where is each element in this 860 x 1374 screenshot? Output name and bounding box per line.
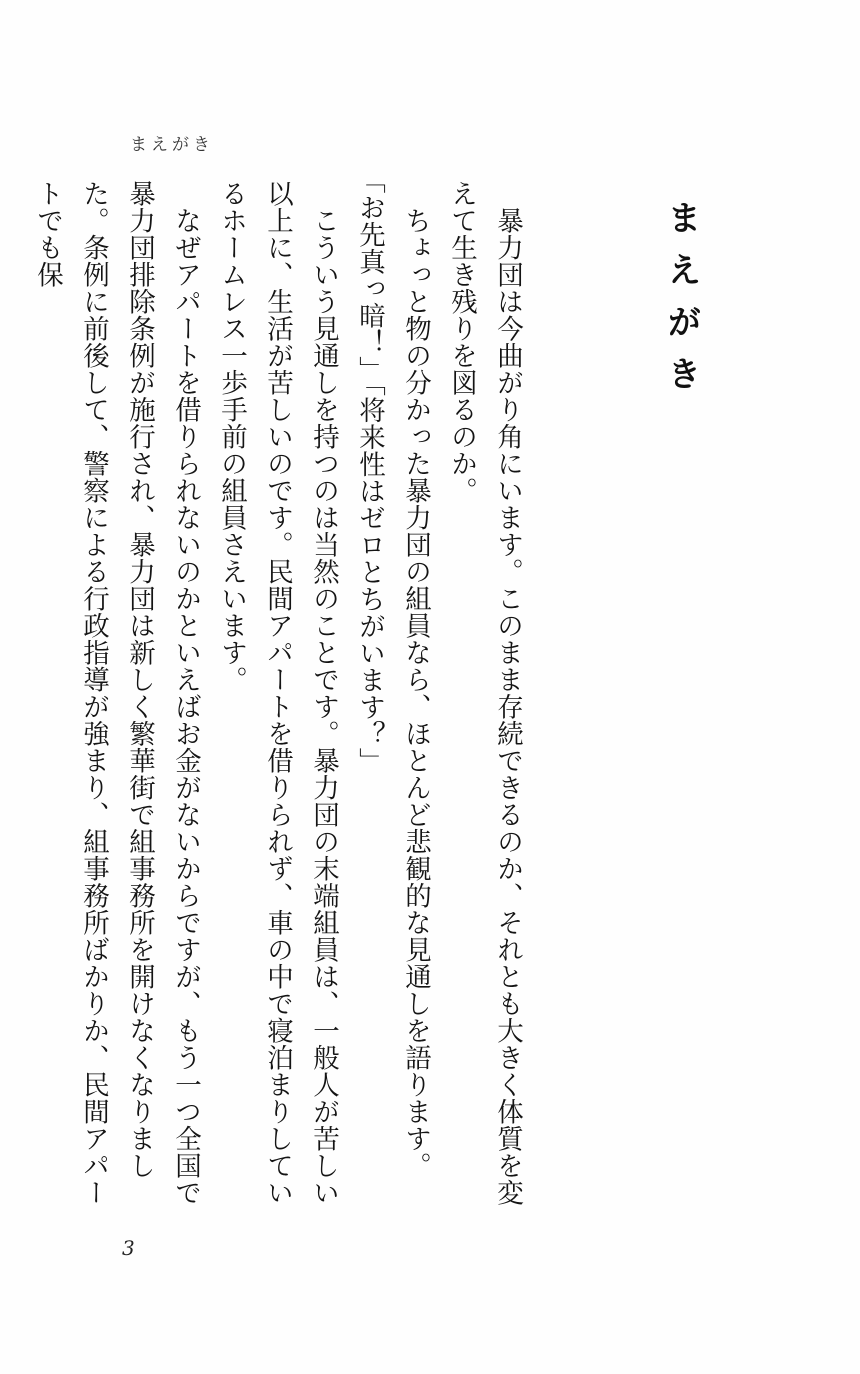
chapter-title: まえがき (661, 200, 701, 408)
paragraph: なぜアパートを借りられないのかといえばお金がないからですが、もう一つ全国で暴力団排除条例が施行され、暴力団は新しく繁華街で組事務所を開けなくなりました。条例に前後して、警察による行政指導が強まり、組事務所ばかりか、民間アパートでも保 (32, 180, 201, 1206)
paragraph-quote: 「お先真っ暗！」「将来性はゼロとちがいます？」 (354, 166, 385, 775)
running-head: まえがき (130, 135, 214, 155)
body-text (24, 166, 530, 1220)
paragraph: 暴力団は今曲がり角にいます。このまま存続できるのか、それとも大きく体質を変えて生き残りを図るのか。 (446, 180, 523, 1206)
page-number: 3 (122, 1236, 135, 1260)
paragraph: こういう見通しを持つのは当然のことです。暴力団の末端組員は、一般人が苦しい以上に、生活が苦しいのです。民間アパートを借りられず、車の中で寝泊まりしているホームレス一歩手前の組員さえいます。 (216, 180, 339, 1206)
paragraph: ちょっと物の分かった暴力団の組員なら、ほとんど悲観的な見通しを語ります。 (400, 206, 431, 1179)
